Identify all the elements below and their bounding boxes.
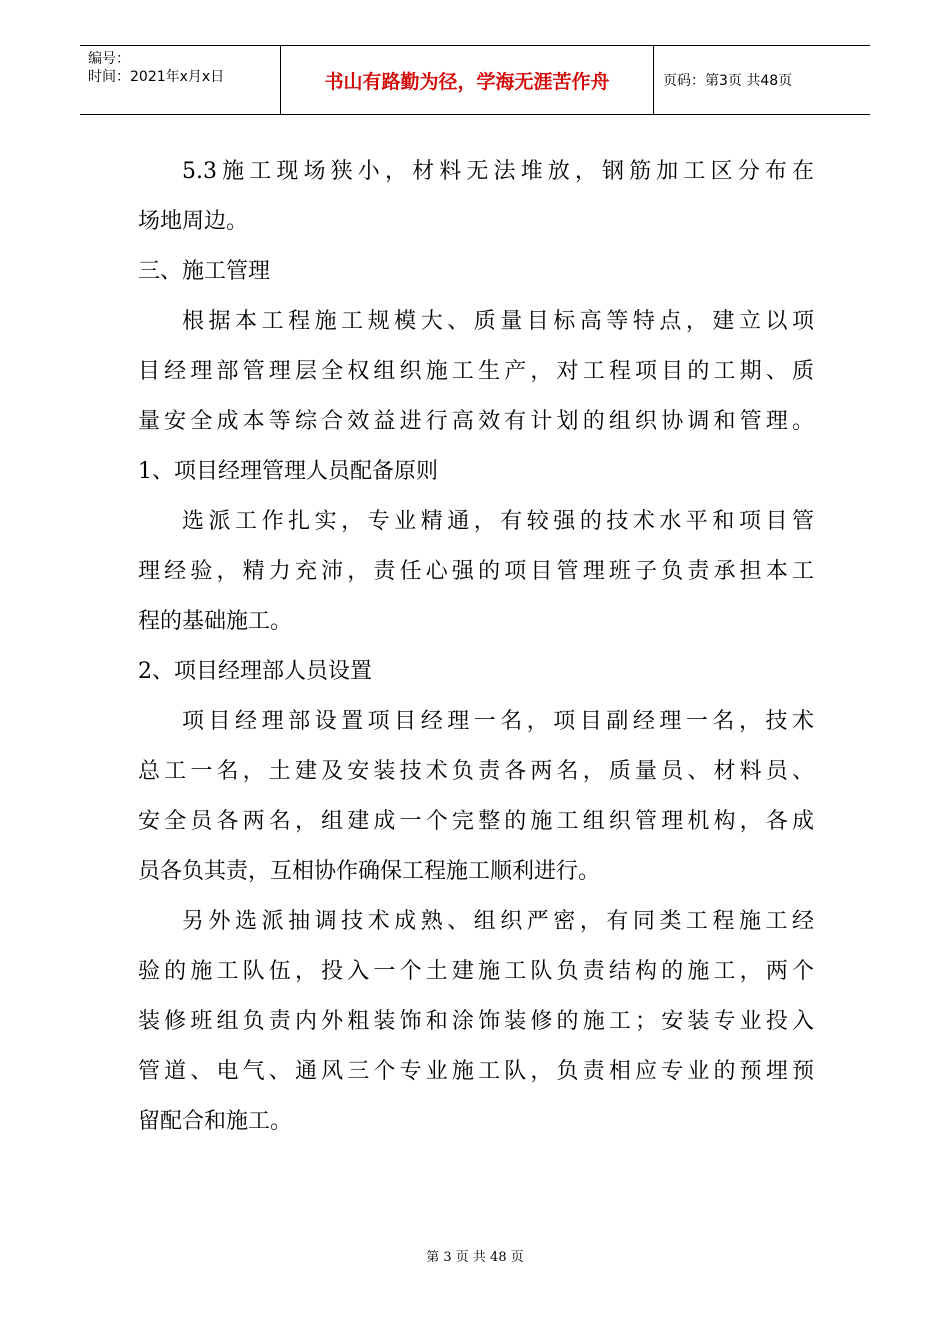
body-line: 根据本工程施工规模大、质量目标高等特点，建立以项 — [182, 309, 814, 334]
body-line: 员各负其责，互相协作确保工程施工顺利进行。 — [138, 859, 601, 884]
header-motto: 书山有路勤为径，学海无涯苦作舟 — [281, 46, 654, 114]
body-line: 留配合和施工。 — [138, 1109, 293, 1134]
body-line: 场地周边。 — [138, 209, 249, 234]
body-line: 量安全成本等综合效益进行高效有计划的组织协调和管理。 — [138, 409, 814, 434]
page-header — [80, 45, 870, 115]
subsection-heading: 1、项目经理管理人员配备原则 — [138, 459, 438, 484]
doc-time-label: 时间：2021年x月x日 — [88, 69, 225, 85]
subsection-heading: 2、项目经理部人员设置 — [138, 659, 372, 684]
body-line: 装修班组负责内外粗装饰和涂饰装修的施工；安装专业投入 — [138, 1009, 814, 1034]
document-body — [138, 152, 814, 1152]
body-line: 目经理部管理层全权组织施工生产，对工程项目的工期、质 — [138, 359, 814, 384]
body-line: 理经验，精力充沛，责任心强的项目管理班子负责承担本工 — [138, 559, 814, 584]
body-line: 另外选派抽调技术成熟、组织严密，有同类工程施工经 — [182, 909, 814, 934]
body-line: 项目经理部设置项目经理一名，项目副经理一名，技术 — [182, 709, 814, 734]
body-line: 5.3施工现场狭小，材料无法堆放，钢筋加工区分布在 — [182, 159, 814, 184]
body-line: 总工一名，土建及安装技术负责各两名，质量员、材料员、 — [138, 759, 814, 784]
header-page-info: 页码：第3页 共48页 — [663, 73, 793, 89]
section-heading: 三、施工管理 — [138, 259, 271, 284]
page-footer: 第 3 页 共 48 页 — [426, 1250, 524, 1265]
body-line: 选派工作扎实，专业精通，有较强的技术水平和项目管 — [182, 509, 814, 534]
body-line: 安全员各两名，组建成一个完整的施工组织管理机构，各成 — [138, 809, 814, 834]
body-line: 程的基础施工。 — [138, 609, 293, 634]
body-line: 验的施工队伍，投入一个土建施工队负责结构的施工，两个 — [138, 959, 814, 984]
header-meta — [80, 46, 281, 114]
body-line: 管道、电气、通风三个专业施工队，负责相应专业的预埋预 — [138, 1059, 814, 1084]
doc-number-label: 编号： — [88, 51, 130, 67]
